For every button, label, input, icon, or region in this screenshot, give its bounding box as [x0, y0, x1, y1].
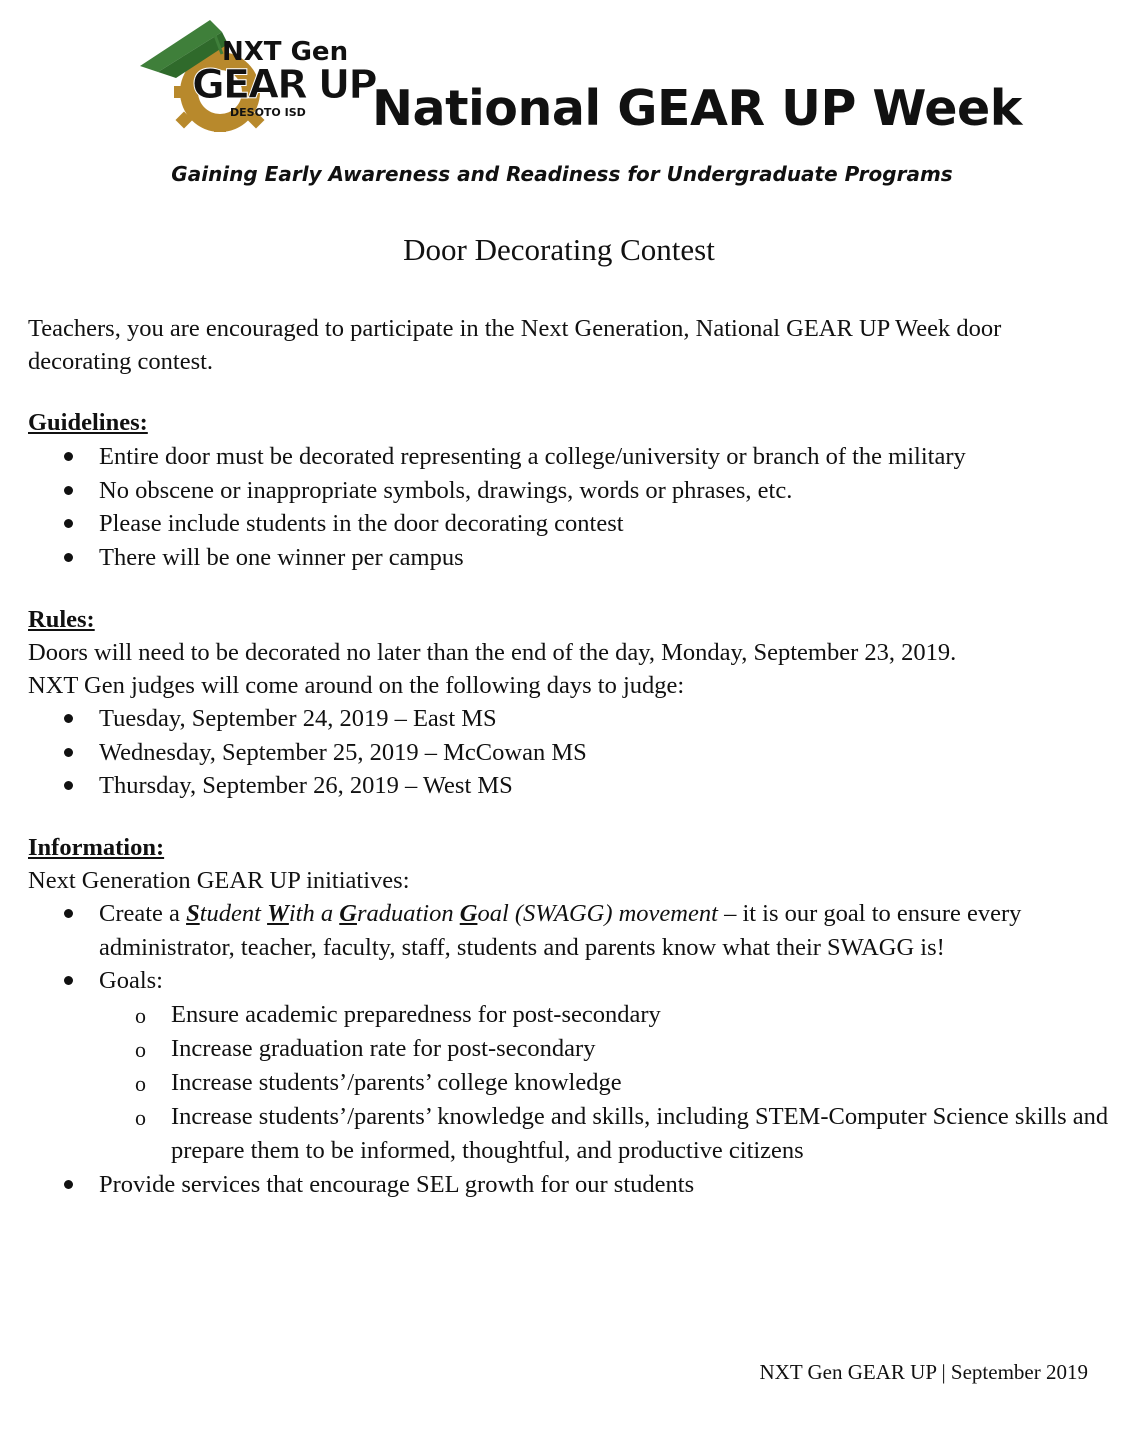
information-heading: Information: — [28, 834, 165, 861]
list-item — [99, 998, 1110, 1032]
guideline-text: Please include students in the door decorating contest — [99, 510, 624, 537]
guideline-text: There will be one winner per campus — [99, 543, 464, 571]
guideline-text: Entire door must be decorated representing a college/university or branch of the military — [99, 443, 966, 470]
list-item — [0, 507, 1110, 541]
goals-label: Goals: — [99, 967, 163, 994]
swagg-s: S — [186, 900, 200, 927]
swagg-prefix: Create a — [99, 900, 187, 927]
nxt-gen-gear-up-logo — [138, 14, 378, 134]
list-item — [99, 1100, 1110, 1168]
bullet-icon — [64, 909, 73, 918]
bullet-icon — [64, 714, 73, 723]
rules-heading: Rules: — [28, 606, 95, 633]
bullet-icon — [64, 748, 73, 757]
list-item — [0, 541, 1110, 575]
logo-line-1: NXT Gen — [222, 37, 349, 67]
swagg-g2-rest: oal (SWAGG) movement — [477, 900, 718, 927]
guideline-text: No obscene or inappropriate symbols, drawings, words or phrases, etc. — [99, 476, 793, 504]
swagg-g1: G — [339, 900, 357, 927]
swagg-suffix: – it is our goal to ensure every administrator, teacher, faculty, staff, students and parents know what their SWAGG is! — [99, 900, 1022, 961]
page-subtitle: Gaining Early Awareness and Readiness for Undergraduate Programs — [171, 162, 953, 186]
goal-text: Increase students’/parents’ knowledge and skills, including STEM-Computer Science skills and prepare them to be informed, thoughtful, and productive citizens — [171, 1102, 1109, 1164]
page-footer: NXT Gen GEAR UP | September 2019 — [759, 1360, 1088, 1384]
swagg-w: W — [267, 900, 289, 927]
bullet-icon — [64, 519, 73, 528]
list-item — [0, 702, 1110, 736]
list-item — [0, 1168, 1110, 1202]
swagg-g2: G — [459, 900, 478, 927]
swagg-w-rest: ith a — [288, 900, 340, 927]
list-item — [0, 769, 1110, 803]
circle-bullet-icon: o — [135, 1002, 146, 1028]
list-item — [0, 736, 1110, 770]
list-item — [99, 1032, 1110, 1066]
list-item — [0, 897, 1110, 964]
bullet-icon — [64, 452, 73, 461]
list-item — [0, 964, 1110, 1168]
list-item — [99, 1066, 1110, 1100]
guidelines-list — [0, 440, 1110, 574]
circle-bullet-icon: o — [135, 1104, 146, 1130]
bullet-icon — [64, 976, 73, 985]
circle-bullet-icon: o — [135, 1070, 146, 1096]
guidelines-heading: Guidelines: — [28, 409, 148, 436]
intro-paragraph: Teachers, you are encouraged to participate in the Next Generation, National GEAR UP Week door decorating contest. — [28, 315, 1002, 375]
judging-day: Tuesday, September 24, 2019 – East MS — [99, 705, 497, 732]
contest-title: Door Decorating Contest — [403, 232, 715, 267]
sel-text: Provide services that encourage SEL growth for our students — [99, 1170, 695, 1198]
bullet-icon — [64, 486, 73, 495]
rules-line-1: Doors will need to be decorated no later than the end of the day, Monday, September 23, 2019. — [28, 639, 957, 666]
goal-text: Increase students’/parents’ college knowledge — [171, 1068, 622, 1096]
judging-day: Wednesday, September 25, 2019 – McCowan MS — [99, 738, 587, 766]
bullet-icon — [64, 781, 73, 790]
goals-list — [99, 998, 1110, 1168]
information-lead: Next Generation GEAR UP initiatives: — [28, 867, 410, 894]
bullet-icon — [64, 553, 73, 562]
list-item — [0, 440, 1110, 474]
swagg-name — [186, 900, 718, 927]
judging-days-list — [0, 702, 1110, 803]
swagg-s-rest: tudent — [199, 900, 268, 927]
goal-text: Increase graduation rate for post-secondary — [171, 1034, 596, 1062]
bullet-icon — [64, 1180, 73, 1189]
goal-text: Ensure academic preparedness for post-secondary — [171, 1000, 661, 1028]
judging-day: Thursday, September 26, 2019 – West MS — [99, 772, 513, 799]
circle-bullet-icon: o — [135, 1036, 146, 1062]
information-list — [0, 897, 1110, 1201]
page-title: National GEAR UP Week — [372, 80, 1022, 137]
logo-line-2: GEAR UP — [192, 62, 376, 108]
swagg-g1-rest: raduation — [356, 900, 460, 927]
list-item — [0, 474, 1110, 508]
rules-line-2: NXT Gen judges will come around on the following days to judge: — [28, 672, 685, 699]
logo-line-3: DESOTO ISD — [230, 106, 306, 119]
